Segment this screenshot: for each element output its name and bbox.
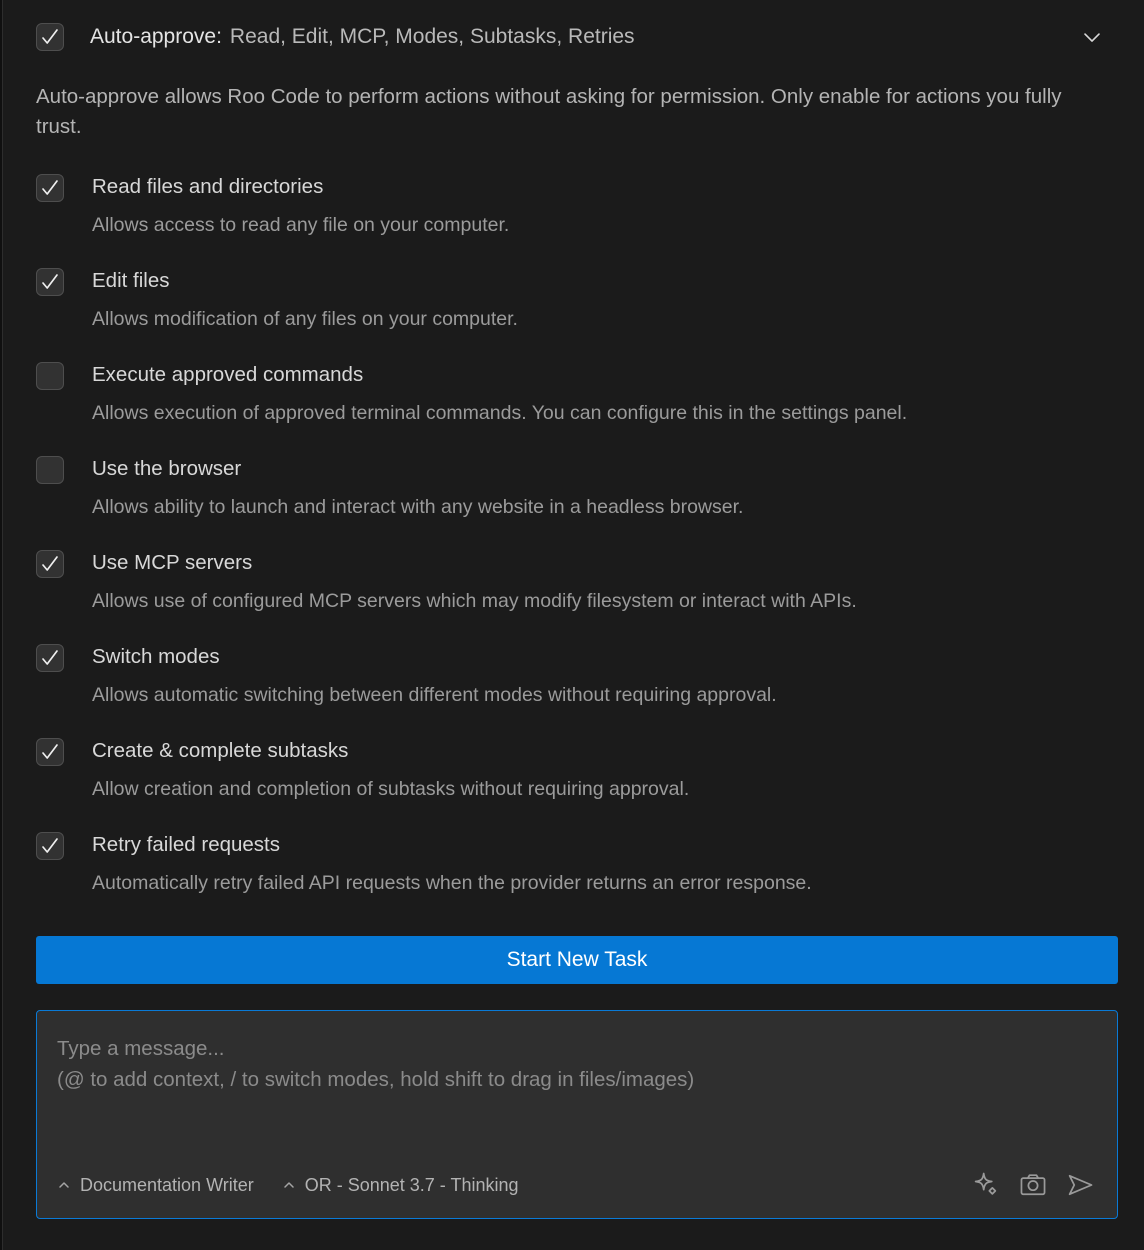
option-label[interactable]: Use the browser — [92, 457, 242, 480]
option-label[interactable]: Edit files — [92, 269, 170, 292]
option-description: Allow creation and completion of subtasks without requiring approval. — [92, 778, 690, 800]
mode-selector-label: Documentation Writer — [80, 1174, 254, 1195]
option-label[interactable]: Create & complete subtasks — [92, 739, 349, 762]
option-row-subtasks — [36, 738, 1118, 802]
option-row-edit — [36, 268, 1118, 332]
option-description: Allows modification of any files on your computer. — [92, 308, 518, 330]
camera-icon[interactable] — [1018, 1170, 1048, 1200]
message-input-placeholder — [37, 1011, 1117, 1095]
auto-approve-description: Auto-approve allows Roo Code to perform actions without asking for permission. Only enable for actions you fully trust. — [36, 85, 1062, 138]
checkmark-icon — [38, 834, 62, 858]
auto-approve-summary: Read, Edit, MCP, Modes, Subtasks, Retries — [229, 25, 635, 48]
option-label[interactable]: Execute approved commands — [92, 363, 364, 386]
option-checkbox-execute[interactable] — [36, 362, 64, 390]
option-description: Automatically retry failed API requests when the provider returns an error response. — [92, 872, 812, 894]
option-row-browser — [36, 456, 1118, 520]
checkmark-icon — [38, 740, 62, 764]
send-icon[interactable] — [1065, 1170, 1095, 1200]
option-row-mcp — [36, 550, 1118, 614]
option-checkbox-modes[interactable] — [36, 644, 64, 672]
option-label[interactable]: Use MCP servers — [92, 551, 253, 574]
panel-left-edge — [0, 0, 3, 1250]
option-checkbox-subtasks[interactable] — [36, 738, 64, 766]
placeholder-line-1: Type a message... — [57, 1037, 225, 1060]
composer-toolbar — [37, 1170, 1117, 1200]
option-label[interactable]: Switch modes — [92, 645, 220, 668]
auto-approve-master-checkbox[interactable] — [36, 23, 64, 51]
mode-selector[interactable] — [57, 1175, 254, 1196]
checkmark-icon — [38, 270, 62, 294]
auto-approve-options-list — [36, 174, 1118, 896]
option-checkbox-edit[interactable] — [36, 268, 64, 296]
api-config-selector-label: OR - Sonnet 3.7 - Thinking — [304, 1174, 519, 1195]
option-description: Allows access to read any file on your computer. — [92, 214, 510, 236]
option-row-execute — [36, 362, 1118, 426]
api-config-selector[interactable] — [282, 1175, 519, 1196]
option-label[interactable]: Retry failed requests — [92, 833, 281, 856]
option-checkbox-retry[interactable] — [36, 832, 64, 860]
option-description: Allows use of configured MCP servers which may modify filesystem or interact with APIs. — [92, 590, 857, 612]
option-description: Allows execution of approved terminal commands. You can configure this in the settings panel. — [92, 402, 908, 424]
option-checkbox-browser[interactable] — [36, 456, 64, 484]
option-checkbox-read[interactable] — [36, 174, 64, 202]
option-description: Allows ability to launch and interact with any website in a headless browser. — [92, 496, 744, 518]
checkmark-icon — [38, 25, 62, 49]
chevron-up-icon — [282, 1178, 296, 1192]
option-checkbox-mcp[interactable] — [36, 550, 64, 578]
option-row-retry — [36, 832, 1118, 896]
composer-actions — [971, 1170, 1095, 1200]
option-label[interactable]: Read files and directories — [92, 175, 324, 198]
message-input[interactable] — [36, 1010, 1118, 1219]
auto-approve-title: Auto-approve: — [90, 25, 222, 48]
placeholder-line-2: (@ to add context, / to switch modes, hold shift to drag in files/images) — [57, 1068, 695, 1091]
option-description: Allows automatic switching between different modes without requiring approval. — [92, 684, 777, 706]
option-row-modes — [36, 644, 1118, 708]
checkmark-icon — [38, 552, 62, 576]
auto-approve-header — [36, 22, 1118, 52]
chevron-down-icon[interactable] — [1078, 23, 1106, 51]
enhance-prompt-icon[interactable] — [971, 1170, 1001, 1200]
checkmark-icon — [38, 176, 62, 200]
checkmark-icon — [38, 646, 62, 670]
chevron-up-icon — [57, 1178, 71, 1192]
option-row-read — [36, 174, 1118, 238]
start-new-task-button[interactable]: Start New Task — [36, 936, 1118, 984]
